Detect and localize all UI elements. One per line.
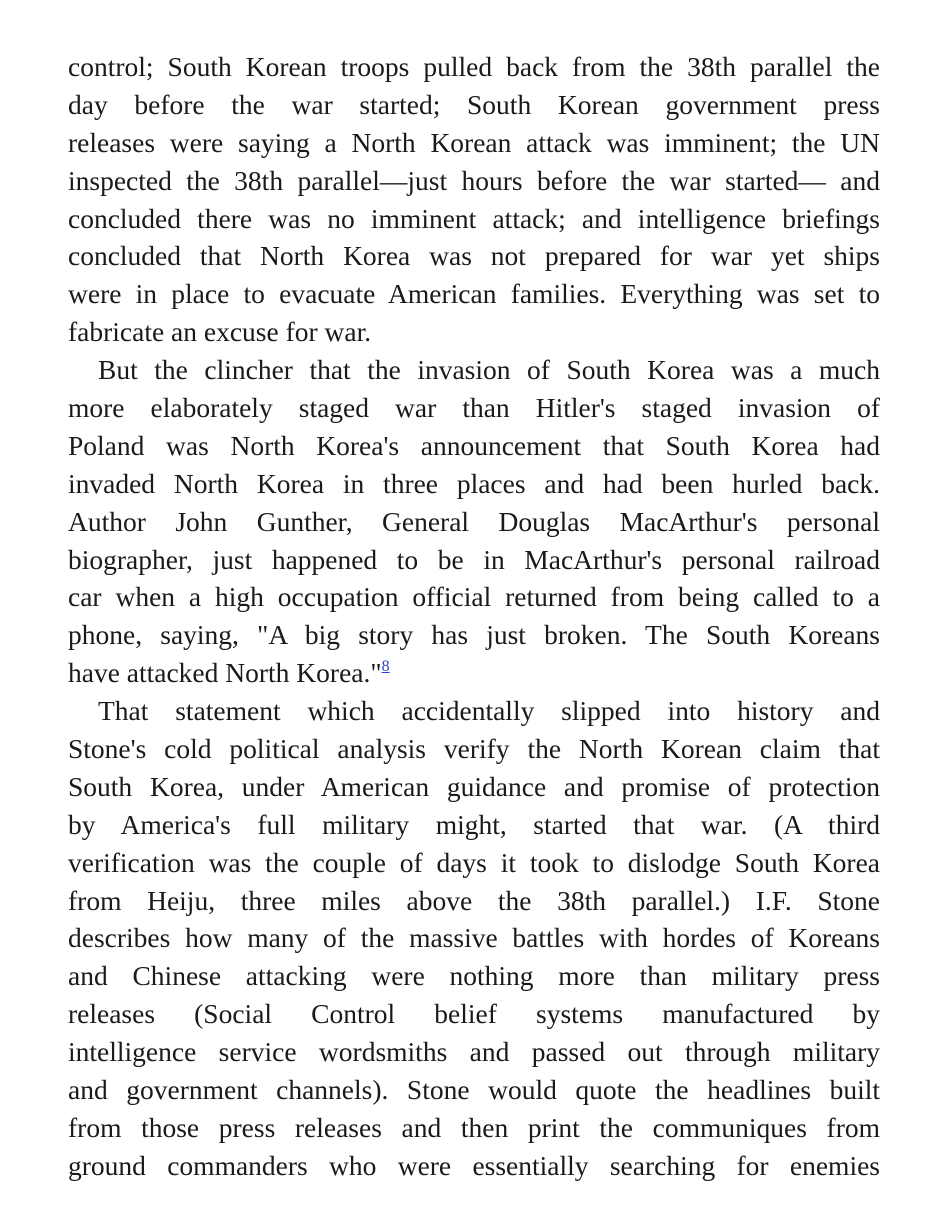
text-line: Author John Gunther, General Douglas MacArthur's personal	[68, 505, 880, 537]
text-line: ground commanders who were essentially searching for enemies	[68, 1149, 880, 1181]
text-line: South Korea, under American guidance and promise of protection	[68, 770, 880, 802]
text-line: car when a high occupation official returned from being called to a	[68, 581, 880, 613]
footnote-link[interactable]: 8	[381, 658, 390, 676]
text-line: concluded there was no imminent attack; and intelligence briefings	[68, 202, 880, 234]
text-line: fabricate an excuse for war.	[68, 316, 372, 348]
paragraph-2	[68, 351, 880, 692]
text-line: more elaborately staged war than Hitler's staged invasion of	[68, 392, 880, 424]
text-line: and government channels). Stone would quote the headlines built	[68, 1074, 880, 1106]
text-line: were in place to evacuate American families. Everything was set to	[68, 278, 880, 310]
text-line: and Chinese attacking were nothing more than military press	[68, 960, 880, 992]
text-line: But the clincher that the invasion of South Korea was a much	[98, 354, 880, 386]
text-line: releases were saying a North Korean attack was imminent; the UN	[68, 126, 880, 158]
text-line: by America's full military might, started that war. (A third	[68, 808, 880, 840]
text-line: concluded that North Korea was not prepared for war yet ships	[68, 240, 880, 272]
text-line: control; South Korean troops pulled back from the 38th parallel the	[68, 51, 880, 82]
text-line: from Heiju, three miles above the 38th parallel.) I.F. Stone	[68, 884, 880, 916]
text-line: Stone's cold political analysis verify the North Korean claim that	[68, 733, 880, 765]
text-line: intelligence service wordsmiths and passed out through military	[68, 1036, 880, 1068]
document-page	[68, 48, 880, 1185]
text-line: Poland was North Korea's announcement that South Korea had	[68, 429, 880, 461]
text-line-with-footnote	[68, 654, 880, 692]
text-line: phone, saying, "A big story has just broken. The South Koreans	[68, 619, 880, 651]
text-line: invaded North Korea in three places and had been hurled back.	[68, 467, 880, 499]
text-line: biographer, just happened to be in MacArthur's personal railroad	[68, 543, 880, 575]
paragraph-3	[68, 692, 880, 1185]
text-line: verification was the couple of days it took to dislodge South Korea	[68, 846, 880, 878]
text-line: describes how many of the massive battles with hordes of Koreans	[68, 922, 880, 954]
paragraph-1	[68, 48, 880, 351]
text-line: day before the war started; South Korean government press	[68, 88, 880, 120]
text-line: releases (Social Control belief systems manufactured by	[68, 998, 880, 1030]
text-line: That statement which accidentally slipped into history and	[98, 695, 880, 727]
text-line: inspected the 38th parallel—just hours before the war started— and	[68, 164, 880, 196]
text-line-content: have attacked North Korea."	[68, 657, 382, 689]
text-line: from those press releases and then print the communiques from	[68, 1111, 880, 1143]
